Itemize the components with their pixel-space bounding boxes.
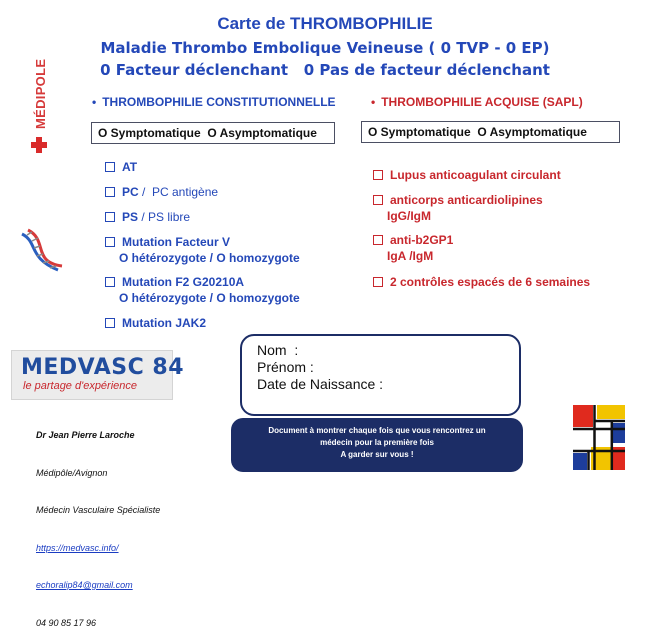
brand-name: MEDVASC 84 — [21, 355, 185, 380]
doctor-name: Dr Jean Pierre Laroche — [36, 430, 135, 440]
list-item-at[interactable]: AT — [105, 159, 137, 175]
prenom-field[interactable]: Prénom : — [257, 359, 314, 375]
list-item-pc[interactable]: PC / PC antigène — [105, 184, 218, 200]
acquired-symptom-box[interactable]: O Symptomatique O Asymptomatique — [361, 121, 620, 143]
notice-box — [231, 418, 523, 472]
bullet-icon: • — [92, 95, 97, 109]
list-item-anti-b2gp1[interactable]: anti-b2GP1 IgA /IgM — [373, 232, 453, 264]
list-item-two-controls[interactable]: 2 contrôles espacés de 6 semaines — [373, 274, 590, 290]
checkbox-icon[interactable] — [373, 195, 383, 205]
birthdate-field[interactable]: Date de Naissance : — [257, 376, 384, 392]
doctor-location: Médipôle/Avignon — [36, 467, 108, 478]
checkbox-icon[interactable] — [373, 170, 383, 180]
checkbox-icon[interactable] — [105, 187, 115, 197]
list-item-factor-v[interactable]: Mutation Facteur V O hétérozygote / O homozygote — [105, 234, 300, 266]
checkbox-icon[interactable] — [105, 212, 115, 222]
notice-line-2: médecin pour la première fois — [320, 438, 434, 447]
patient-id-box — [240, 334, 521, 416]
acquired-heading: • THROMBOPHILIE ACQUISE (SAPL) — [371, 95, 583, 109]
doctor-contact — [36, 404, 160, 642]
checkbox-icon[interactable] — [105, 162, 115, 172]
notice-line-3: A garder sur vous ! — [340, 450, 414, 459]
constitutional-heading: • THROMBOPHILIE CONSTITUTIONNELLE — [92, 95, 336, 109]
website-link[interactable]: https://medvasc.info/ — [36, 542, 119, 553]
list-item-anticardiolipin[interactable]: anticorps anticardiolipines IgG/IgM — [373, 192, 543, 224]
checkbox-icon[interactable] — [373, 277, 383, 287]
trigger-factors: 0 Facteur déclenchant 0 Pas de facteur déclenchant — [100, 61, 550, 79]
list-item-f2[interactable]: Mutation F2 G20210A O hétérozygote / O homozygote — [105, 274, 300, 306]
checkbox-icon[interactable] — [105, 318, 115, 328]
medical-cross-icon — [31, 137, 47, 153]
bullet-icon: • — [371, 95, 376, 109]
doctor-specialty: Médecin Vasculaire Spécialiste — [36, 505, 161, 515]
list-item-ps[interactable]: PS / PS libre — [105, 209, 190, 225]
dna-icon — [18, 228, 64, 276]
brand-tagline: le partage d'expérience — [23, 380, 138, 392]
list-item-lupus[interactable]: Lupus anticoagulant circulant — [373, 167, 561, 183]
checkbox-icon[interactable] — [105, 277, 115, 287]
medipole-logo: MÉDIPOLE — [33, 58, 48, 130]
email-link[interactable]: echoralip84@gmail.com — [36, 580, 133, 590]
notice-line-1: Document à montrer chaque fois que vous rencontrez un — [268, 426, 486, 435]
medvasc-logo — [11, 350, 185, 400]
list-item-jak2[interactable]: Mutation JAK2 — [105, 315, 206, 331]
mondrian-icon — [573, 405, 625, 470]
checkbox-icon[interactable] — [105, 237, 115, 247]
constitutional-symptom-box[interactable]: O Symptomatique O Asymptomatique — [91, 122, 335, 144]
phone-number: 04 90 85 17 96 — [36, 617, 97, 628]
card-subtitle: Maladie Thrombo Embolique Veineuse ( 0 TVP - 0 EP) — [100, 39, 550, 57]
checkbox-icon[interactable] — [373, 235, 383, 245]
card-title: Carte de THROMBOPHILIE — [217, 14, 433, 33]
nom-field[interactable]: Nom : — [257, 342, 299, 358]
